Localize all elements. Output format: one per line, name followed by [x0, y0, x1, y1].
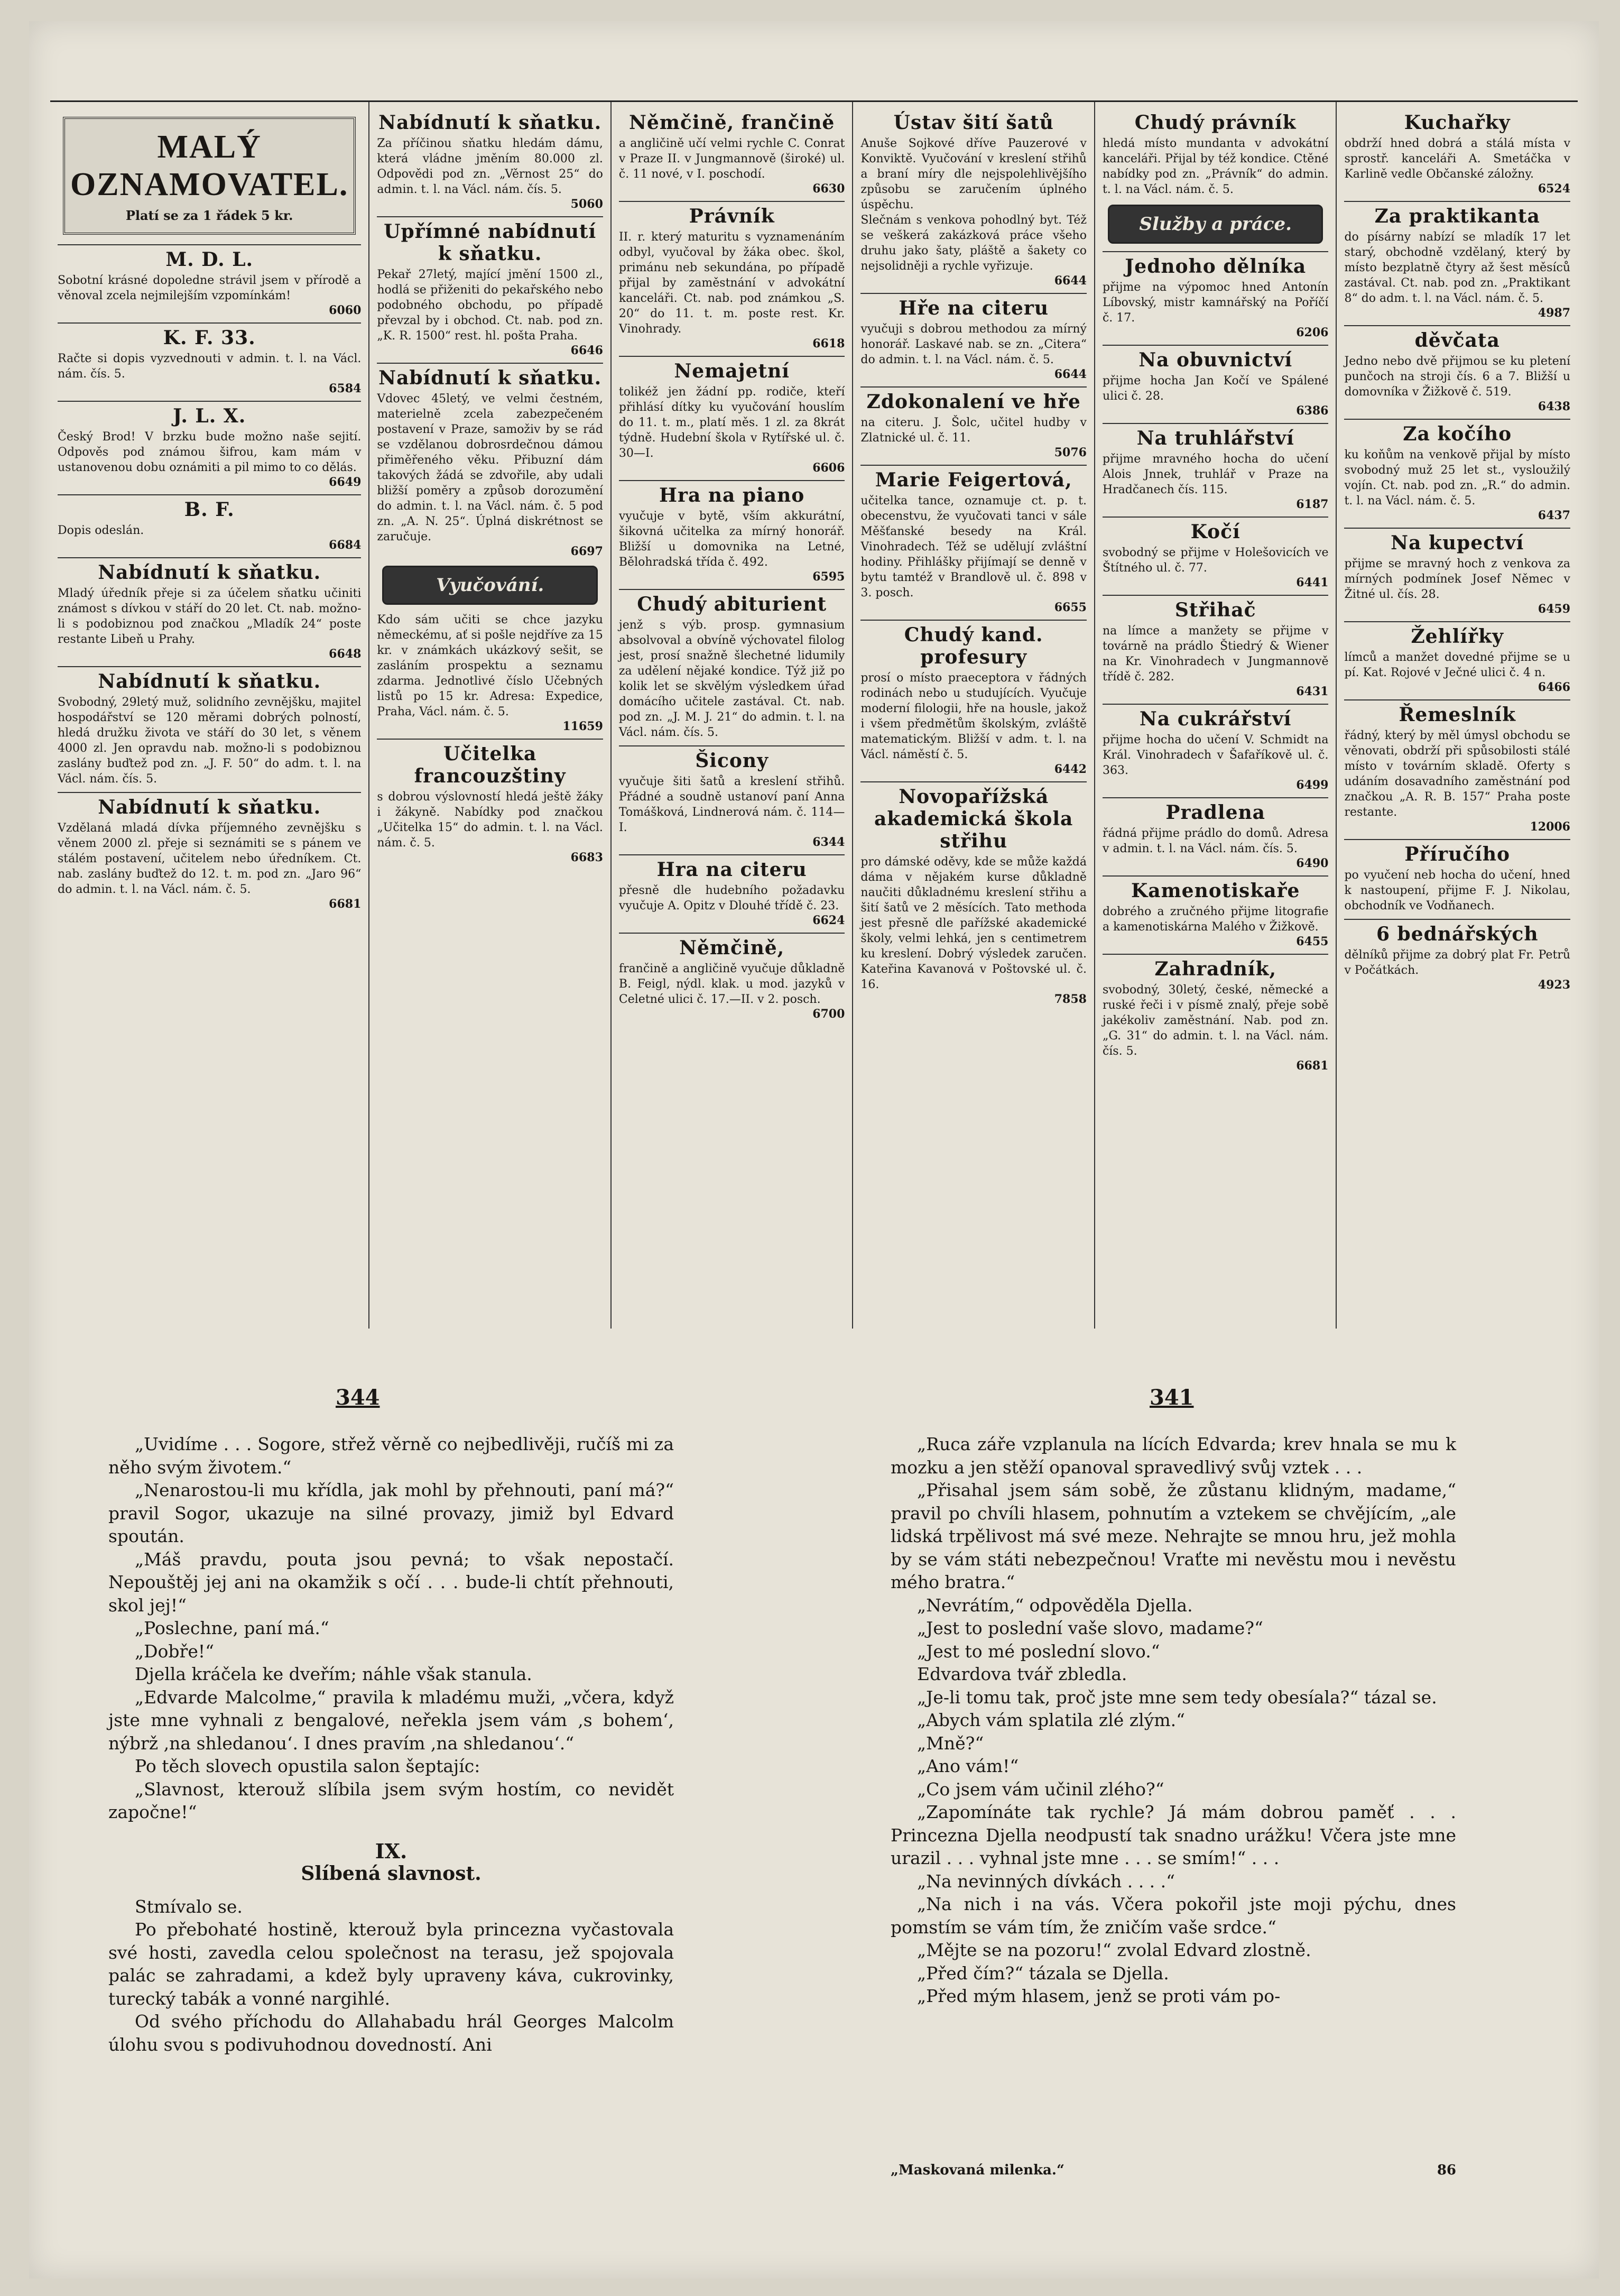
ad-body: s dobrou výslovností hledá ještě žáky i žákyně. Nabídky pod značkou „Učitelka 15“ do admin. t. l. na Václ. nám. č. 5.	[377, 790, 603, 850]
ad-body: hledá místo mundanta v advokátní kanceláři. Přijal by též kondice. Ctěné nabídky pod zn. „Právník“ do admin. t. l. na Václ. nám. č. 5.	[1102, 137, 1329, 196]
ad-body: a angličině učí velmi rychle C. Conrat v Praze II. v Jungmannově (široké) ul. č. 11 nové, v I. poschodí.	[618, 137, 845, 181]
story-right-column	[891, 1433, 1456, 2152]
ad-number: 6644	[1054, 274, 1087, 288]
ad-number: 5060	[570, 197, 603, 211]
story-paragraph: „Jest to mé poslední slovo.“	[917, 1640, 1160, 1662]
ad-body: svobodný se přijme v Holešovicích ve Štítného ul. č. 77.	[1102, 546, 1329, 575]
classified-ad	[860, 781, 1087, 1006]
ad-body: frančině a angličině vyučuje důkladně B. Feigl, nýdl. klak. u mod. jazyků v Celetné ulici č. 17.—II. v 2. posch.	[618, 962, 845, 1006]
ad-number: 6618	[812, 337, 845, 351]
ad-number: 6431	[1296, 685, 1329, 698]
story-paragraph: „Na nevinných dívkách . . . .“	[917, 1870, 1175, 1892]
story-paragraph: „Ruca záře vzplanula na lících Edvarda; krev hnala se mu k mozku a jen stěží opanoval spravedlivý svůj vztek . . .	[891, 1434, 1456, 1478]
story-left-column	[108, 1433, 674, 2173]
ad-heading: Nabídnutí k sňatku.	[377, 363, 603, 389]
ad-body: do písárny nabízí se mladík 17 let starý, obchodně vzdělaný, který by místo bezplatně čtyry až šest měsíců zastával. Ct. nab. pod zn. „Praktikant 8“ do adm. t. l. na Václ. nám. č. 5.	[1344, 230, 1570, 305]
classified-ad	[1103, 112, 1329, 197]
ad-heading: 6 bednářských	[1344, 919, 1570, 945]
ad-column	[610, 102, 853, 1329]
story-paragraph: „Jest to poslední vaše slovo, madame?“	[917, 1618, 1263, 1638]
ad-number: 6646	[570, 344, 603, 357]
ad-heading: Němčině, frančině	[629, 112, 835, 134]
ad-number: 6455	[1296, 935, 1329, 948]
ad-number: 4987	[1538, 306, 1570, 320]
ad-body: svobodný, 30letý, české, německé a ruské řeči i v písmě znalý, přeje sobě jakékoliv zaměstnání. Nab. pod zn. „G. 31“ do admin. t. l. na Václ. nám. čís. 5.	[1102, 983, 1329, 1058]
ad-column	[50, 102, 368, 1329]
ad-heading: Za praktikanta	[1344, 201, 1570, 227]
classified-ad	[619, 854, 845, 927]
classified-ad	[619, 480, 845, 584]
classified-ad	[1344, 325, 1570, 413]
ad-body: dobrého a zručného přijme litografie a kamenotiskárna Malého v Žižkově.	[1102, 905, 1329, 934]
ad-number: 6606	[812, 461, 845, 475]
ad-heading: Právník	[619, 201, 845, 227]
ad-body: Vdovec 45letý, ve velmi čestném, materielně zcela zabezpečeném postavení v Praze, samoživ by se rád se vzdělanou dobrosrdečnou dámou přiměřeného věku. Přibuzní dám takových žádá se zdvořile, aby udali bližší poměry a způsob dorozumění do admin. t. l. na Václ. nám. č. 5 pod zn. „A. N. 25“. Úplná diskrétnost se zaručuje.	[377, 392, 603, 543]
classified-ad	[58, 666, 361, 787]
story-paragraph: Po přebohaté hostině, kterouž byla princezna vyčastovala své hosti, zavedla celou společnost na terasu, jež spojovala palác se zahradami, a kdež byly upraveny káva, cukrovinky, turecký tabák a vonné nargihlé.	[108, 1919, 674, 2009]
ad-body: Vzdělaná mladá dívka příjemného zevnějšku s věnem 2000 zl. přeje si seznámiti se s pánem ve stálém postavení, učitelem nebo úředníkem. Ct. nab. zaslány buďtež do 12. t. m. pod zn. „Jaro 96“ do admin. t. l. na Václ. nám. č. 5.	[58, 822, 362, 896]
ad-body: Dopis odeslán.	[58, 524, 144, 537]
ad-body: Jedno nebo dvě přijmou se ku pletení punčoch na stroji čís. 6 a 7. Bližší u domovníka v Žižkově č. 519.	[1344, 355, 1570, 399]
ad-body: Za příčinou sňatku hledám dámu, která vládne jměním 80.000 zl. Odpovědi pod zn. „Věrnost 25“ do admin. t. l. na Václ. nám. čís. 5.	[377, 137, 603, 196]
story-paragraph: „Abych vám splatila zlé zlým.“	[917, 1710, 1186, 1730]
ad-number: 6466	[1538, 680, 1570, 694]
ad-number: 6441	[1296, 576, 1329, 589]
ad-body: Pekař 27letý, mající jmění 1500 zl., hodlá se přiženiti do pekařského nebo podobného obchodu, po případě převzal by i obchod. Ct. nab. pod zn. „K. R. 1500“ rest. hl. pošta Praha.	[377, 268, 603, 343]
classified-ad	[1344, 919, 1570, 992]
masthead-title: MALÝ OZNAMOVATEL.	[70, 129, 349, 202]
ad-heading: Šicony	[619, 745, 845, 772]
ad-number: 11659	[562, 720, 603, 733]
ad-number: 6681	[1296, 1059, 1329, 1073]
classified-ad	[619, 201, 845, 351]
ad-number: 6644	[1054, 367, 1087, 381]
ad-body: přijme se mravný hoch z venkova za mírných podmínek Josef Němec v Žitné ul. čís. 28.	[1344, 557, 1570, 601]
ad-number: 4923	[1538, 978, 1570, 992]
ad-body: prosí o místo praeceptora v řádných rodinách nebo u studujících. Vyučuje moderní filologii, hře na housle, jakož i všem předmětům školským, zvláště matematickým. Bližší v adm. t. l. na Václ. náměstí č. 5.	[860, 671, 1087, 761]
ad-body: Kdo sám učiti se chce jazyku německému, ať si pošle nejdříve za 15 kr. v známkách ukázkový sešit, se zasláním prospektu a seznamu zdarma. Jednotlivé číslo Učebných listů po 15 kr. Adresa: Expedice, Praha, Václ. nám. č. 5.	[377, 613, 603, 718]
ad-heading: Nemajetní	[619, 356, 845, 382]
classified-ad	[1103, 797, 1329, 870]
classified-ad	[58, 557, 361, 661]
ad-body: vyučuje v bytě, vším akkurátní, šikovná učitelka za mírný honorář. Bližší u domovnika na Letné, Bělohradská třída č. 492.	[618, 510, 845, 569]
ad-body: Anuše Sojkové dříve Pauzerové v Konviktě. Vyučování v kreslení střihů a braní míry dle nejspolehlivějšího způsobu se zaručením úplného úspěchu.	[860, 137, 1087, 211]
ad-number: 6499	[1296, 778, 1329, 792]
ad-body: vyučuji s dobrou methodou za mírný honorář. Laskavé nab. se zn. „Citera“ do admin. t. l. na Václ. nám. č. 5.	[860, 322, 1087, 366]
ad-heading: Kuchařky	[1404, 112, 1511, 134]
ad-heading: Učitelka francouzštiny	[377, 739, 603, 787]
ad-number: 6459	[1538, 602, 1570, 616]
ad-number: 6655	[1054, 601, 1087, 614]
ad-body: Mladý úředník přeje si za účelem sňatku učiniti známost s dívkou v stáří do 20 let. Ct. nab. možno-li s podobiznou pod značkou „Mladík 24“ poste restante Libeň u Prahy.	[58, 587, 362, 646]
ad-body: dělníků přijme za dobrý plat Fr. Petrů v Počátkách.	[1344, 948, 1570, 977]
classified-ad	[1344, 528, 1570, 616]
ad-heading: Chudý právník	[1134, 112, 1297, 134]
ad-number: 6060	[329, 303, 362, 317]
ad-body: vyučuje šiti šatů a kreslení střihů. Přádné a soudně ustanoví paní Anna Tomášková, Lindnerová nám. č. 114—I.	[618, 775, 845, 834]
ad-heading: M. D. L.	[58, 244, 361, 271]
ad-number: 6681	[329, 897, 362, 911]
ad-number: 6630	[812, 182, 845, 196]
ad-heading: Marie Feigertová,	[860, 465, 1087, 491]
ad-heading: Kočí	[1103, 517, 1329, 543]
story-paragraph: „Nenarostou-li mu křídla, jak mohl by přehnouti, paní má?“ pravil Sogor, ukazuje na silné provazy, jimiž byl Edvard spoután.	[108, 1480, 674, 1546]
classified-ad	[58, 244, 361, 317]
ad-heading: Novopařížská akademická škola střihu	[860, 781, 1087, 852]
ad-body: přesně dle hudebního požadavku vyučuje A. Opitz v Dlouhé třídě č. 23.	[618, 884, 845, 912]
chapter-title: Slíbená slavnost.	[301, 1862, 482, 1885]
ad-number: 6442	[1054, 762, 1087, 776]
ad-body: řádná přijme prádlo do domů. Adresa v admin. t. l. na Václ. nám. čís. 5.	[1102, 827, 1329, 855]
ad-number: 6697	[570, 545, 603, 558]
ad-body: přijme mravného hocha do učení Alois Jnnek, truhlář v Praze na Hradčanech čís. 115.	[1102, 453, 1329, 496]
classified-ad	[377, 739, 603, 864]
ad-column	[1336, 102, 1578, 1329]
ad-number: 6684	[329, 538, 362, 552]
classified-ad	[377, 612, 603, 733]
ad-heading: Žehlířky	[1344, 621, 1570, 648]
story-paragraph: „Co jsem vám učinil zlého?“	[917, 1778, 1164, 1800]
ad-column	[368, 102, 610, 1329]
ad-number: 6386	[1296, 404, 1329, 418]
classified-ad	[619, 356, 845, 475]
classified-ad	[860, 620, 1087, 776]
section-heading-box: Vyučování.	[382, 566, 598, 605]
story-paragraph: Od svého příchodu do Allahabadu hrál Georges Malcolm úlohu svou s podivuhodnou dovedností. Ani	[108, 2011, 674, 2055]
story-paragraph: Po těch slovech opustila salon šeptajíc:	[135, 1756, 480, 1776]
story-paragraph: „Poslechne, paní má.“	[135, 1618, 329, 1638]
ad-number: 6490	[1296, 856, 1329, 870]
classified-ad	[58, 792, 361, 911]
ad-body: ku koňům na venkově přijal by místo svobodný muž 25 let st., vysloužilý vojín. Ct. nab. pod zn. „R.“ do admin. t. l. na Václ. nám. č. 5.	[1344, 448, 1570, 508]
ad-heading: Hře na citeru	[860, 293, 1087, 319]
classified-ad	[1103, 704, 1329, 792]
ad-heading: B. F.	[58, 494, 361, 521]
ad-heading: Ústav šití šatů	[893, 112, 1054, 134]
ad-number: 6438	[1538, 400, 1570, 413]
story-paragraph: „Zapomínáte tak rychle? Já mám dobrou paměť . . . Princezna Djella neodpustí tak snadno urážku! Včera jste mne urazil . . . vyhnal jste mne . . . se smím!“ . . .	[891, 1802, 1456, 1868]
ad-heading: Hra na citeru	[619, 854, 845, 881]
ad-number: 7858	[1054, 992, 1087, 1006]
ad-body: řádný, který by měl úmysl obchodu se věnovati, obdrží při spůsobilosti stálé místo v továrním skladě. Oferty s udáním dosavadního zaměstnání pod značkou „A. R. B. 157“ Praha poste restante.	[1344, 729, 1570, 819]
classified-ad	[58, 401, 361, 489]
ad-heading: K. F. 33.	[58, 322, 361, 349]
ad-heading: Chudý abiturient	[619, 589, 845, 615]
chapter-number: IX.	[375, 1839, 408, 1863]
story-paragraph: „Je-li tomu tak, proč jste mne sem tedy obesíala?“ tázal se.	[917, 1686, 1437, 1708]
classified-ad	[377, 112, 603, 211]
ad-heading: Nabídnutí k sňatku.	[58, 557, 361, 584]
ad-heading: Na cukrářství	[1103, 704, 1329, 730]
ad-number: 6683	[570, 851, 603, 864]
ad-body: po vyučení neb hocha do učení, hned k nastoupení, přijme F. J. Nikolau, obchodník ve Vodňanech.	[1344, 869, 1570, 912]
ad-heading: Za kočího	[1344, 419, 1570, 445]
ad-heading: Příručího	[1344, 839, 1570, 865]
ad-heading: Střihač	[1103, 595, 1329, 621]
ad-number: 12006	[1530, 820, 1570, 834]
ad-body: jenž s výb. prosp. gymnasium absolvoval a obvíně výchovatel filolog jest, prosí snažně šlechetné lidumily za udělení nějaké kondice. Týž již po kolik let se skvělým výsledkem úřad domácího učitele zastával. Ct. nab. pod zn. „J. M. J. 21“ do admin. t. l. na Václ. nám. čís. 5.	[618, 619, 845, 739]
ad-heading: Nabídnutí k sňatku.	[378, 112, 602, 134]
ad-heading: Chudý kand. profesury	[860, 620, 1087, 668]
ad-body: II. r. který maturitu s vyznamenáním odbyl, vyučoval by žáka obec. škol, primánu neb sekundána, po případě přijal by zaměstnání v advokátní kanceláři. Ct. nab. pod známkou „S. 20“ do 11. t. m. poste rest. Kr. Vinohrady.	[618, 230, 845, 336]
ad-heading: Hra na piano	[619, 480, 845, 506]
ad-number: 6524	[1538, 182, 1570, 196]
ad-number: 6700	[812, 1007, 845, 1021]
classified-ad	[1103, 251, 1329, 339]
classified-ad	[1344, 621, 1570, 694]
story-paragraph: „Před čím?“ tázala se Djella.	[917, 1962, 1169, 1984]
page-number-left: 344	[336, 1385, 380, 1410]
ad-body: Český Brod! V brzku bude možno naše sejití. Odpověs pod známou šifrou, kam mám v ustanovenou dobu oznámiti a pil mimo to co dělás.	[58, 430, 362, 474]
classified-ad	[619, 112, 845, 196]
ad-number: 6648	[329, 647, 362, 661]
page-number-right: 341	[1150, 1385, 1194, 1410]
footer-title: „Maskovaná milenka.“	[891, 2162, 1064, 2178]
classified-ad	[377, 363, 603, 558]
ad-heading: Němčině,	[619, 933, 845, 959]
story-paragraph: Edvardova tvář zbledla.	[917, 1664, 1127, 1684]
classified-ad	[1103, 875, 1329, 948]
ad-body: přijme na výpomoc hned Antonín Líbovský, mistr kamnářský na Poříčí č. 17.	[1102, 281, 1329, 325]
masthead	[63, 117, 356, 235]
classified-ads-section	[50, 100, 1578, 1329]
classified-ad	[58, 494, 361, 552]
ad-number: 6584	[329, 382, 362, 395]
ad-heading: Zahradník,	[1103, 954, 1329, 980]
classified-ad	[860, 465, 1087, 614]
classified-ad	[377, 216, 603, 357]
ad-body: tolikéž jen žádní pp. rodiče, kteří přihlásí dítky ku vyučování houslím do 11. t. m., platí měs. 1 zl. za 8krát týdně. Hudební škola v Rytířské ul. č. 30—I.	[618, 385, 845, 460]
classified-ad	[1103, 423, 1329, 511]
ad-body: Račte si dopis vyzvednouti v admin. t. l. na Václ. nám. čís. 5.	[58, 352, 362, 381]
story-paragraph: „Ano vám!“	[917, 1756, 1019, 1776]
classified-ad	[1103, 517, 1329, 589]
story-paragraph: „Mně?“	[917, 1732, 984, 1754]
classified-ad	[1103, 954, 1329, 1073]
ad-number: 6187	[1296, 497, 1329, 511]
ad-heading: Řemeslník	[1344, 699, 1570, 726]
classified-ad	[860, 293, 1087, 381]
ad-heading: Kamenotiskaře	[1103, 875, 1329, 902]
ad-body: přijme hocha Jan Kočí ve Spálené ulici č. 28.	[1102, 374, 1329, 403]
section-heading-box: Služby a práce.	[1108, 205, 1323, 244]
classified-ad	[860, 386, 1087, 459]
ad-heading: J. L. X.	[58, 401, 361, 427]
story-paragraph: „Nevrátím,“ odpověděla Djella.	[917, 1594, 1193, 1616]
story-paragraph: „Slavnost, kterouž slíbila jsem svým hostím, co nevidět započne!“	[108, 1778, 674, 1822]
story-paragraph: „Edvarde Malcolme,“ pravila k mladému muži, „včera, když jste mne vyhnali z bengalové, neřekla jsem vám ,s bohem‘, nýbrž ,na shledanou‘. I dnes pravím ,na shledanou‘.“	[108, 1686, 674, 1754]
story-paragraph: „Mějte se na pozoru!“ zvolal Edvard zlostně.	[917, 1940, 1311, 1960]
classified-ad	[860, 213, 1087, 288]
classified-ad	[1344, 201, 1570, 320]
classified-ad	[1344, 112, 1570, 196]
ad-body: Slečnám s venkova pohodlný byt. Též se veškerá zakázková práce všeho druhu jako šaty, pláště a šakety co nejsolidněji a rychle vyřizuje.	[860, 214, 1087, 273]
ad-heading: Pradlena	[1103, 797, 1329, 824]
ad-number: 6649	[329, 475, 362, 489]
story-paragraph: „Na nich i na vás. Včera pokořil jste moji pýchu, dnes pomstím se vám tím, že zničím vaše srdce.“	[891, 1894, 1456, 1938]
classified-ad	[1103, 345, 1329, 418]
story-paragraph: „Máš pravdu, pouta jsou pevná; to však nepostačí. Nepouštěj jej ani na okamžik s očí . . . bude-li chtít přehnouti, skol jej!“	[108, 1548, 674, 1616]
classified-ad	[1344, 419, 1570, 522]
ad-body: přijme hocha do učení V. Schmidt na Král. Vinohradech v Šafaříkově ul. č. 363.	[1102, 733, 1329, 777]
ad-heading: Na obuvnictví	[1103, 345, 1329, 371]
story-paragraph: „Dobře!“	[135, 1640, 214, 1662]
ad-heading: Upřímné nabídnutí k sňatku.	[377, 216, 603, 265]
ad-body: obdrží hned dobrá a stálá místa v sprostř. kanceláři A. Smetáčka v Karlině vedle Občanské záložny.	[1344, 137, 1570, 181]
ad-body: na citeru. J. Šolc, učitel hudby v Zlatnické ul. č. 11.	[860, 416, 1087, 445]
story-paragraph: „Uvidíme . . . Sogore, střež věrně co nejbedlivěji, ručíš mi za něho svým životem.“	[108, 1434, 674, 1478]
classified-ad	[619, 745, 845, 849]
classified-ad	[619, 933, 845, 1021]
ad-heading: Zdokonalení ve hře	[860, 386, 1087, 413]
ad-number: 6437	[1538, 509, 1570, 522]
footer-number: 86	[1437, 2162, 1456, 2178]
ad-body: límců a manžet dovedné přijme se u pí. Kat. Rojové v Ječné ulici č. 4 n.	[1344, 651, 1570, 679]
ad-number: 6624	[812, 914, 845, 927]
newspaper-page	[29, 21, 1599, 2279]
ad-number: 6344	[812, 835, 845, 849]
classified-ad	[619, 589, 845, 740]
ad-body: na límce a manžety se přijme v továrně na prádlo Štiedrý & Wiener na Kr. Vinohradech v Jungmannově třídě č. 282.	[1102, 624, 1329, 684]
ad-heading: děvčata	[1344, 325, 1570, 352]
classified-ad	[860, 112, 1087, 213]
ad-heading: Na truhlářství	[1103, 423, 1329, 449]
ad-body: pro dámské oděvy, kde se může každá dáma v nějakém kurse důkladně naučiti důkladnému kreslení střihu a šití šatů ve 2 měsících. Tato methoda jest přesně dle pařížské akademické školy, velmi lehká, jen s centimetrem ku kreslení. Dobrý výsledek zaručen. Kateřina Kavanová v Poštovské ul. č. 16.	[860, 855, 1087, 991]
story-footer	[891, 2162, 1456, 2178]
classified-ad	[58, 322, 361, 395]
ad-body: Sobotní krásné dopoledne strávil jsem v přírodě a věnoval zcela nejmilejším vzpomínkám!	[58, 274, 362, 302]
ad-number: 6206	[1296, 326, 1329, 339]
story-paragraph: Djella kráčela ke dveřím; náhle však stanula.	[135, 1664, 532, 1684]
ad-heading: Nabídnutí k sňatku.	[58, 792, 361, 818]
ad-heading: Nabídnutí k sňatku.	[58, 666, 361, 693]
ad-body: učitelka tance, oznamuje ct. p. t. obecenstvu, že vyučovati tanci v sále Měšťanské besedy na Král. Vinohradech. Též se udělují zvláštní hodiny. Přihlášky přijímají se denně v bytu tamtéž v Brandlově ul. č. 898 v 3. posch.	[860, 494, 1087, 600]
classified-ad	[1344, 699, 1570, 834]
ad-body: Svobodný, 29letý muž, solidního zevnějšku, majitel hospodářství se 120 měrami dobrých polností, hledá družku života ve stáří do 30 let, s věnem 4000 zl. Jen opravdu nab. možno-li s podobiznou zaslány buďtež pod zn. „J. F. 50“ do adm. t. l. na Václ. nám. čís. 5.	[58, 696, 362, 786]
masthead-subtitle: Platí se za 1 řádek 5 kr.	[125, 208, 293, 223]
ad-heading: Jednoho dělníka	[1103, 251, 1329, 278]
ad-column	[1094, 102, 1336, 1329]
story-paragraph: „Přisahal jsem sám sobě, že zůstanu klidným, madame,“ pravil po chvíli hlasem, pohnutím a vztekem se chvějícím, „ale lidská trpělivost má své meze. Nehrajte se mnou hru, jež mohla by se vám státi nebezpečnou! Vraťte mi nevěstu mou i nevěstu mého bratra.“	[891, 1480, 1456, 1592]
story-paragraph: Stmívalo se.	[135, 1896, 243, 1917]
ad-column	[852, 102, 1094, 1329]
ad-heading: Na kupectví	[1344, 528, 1570, 554]
classified-ad	[1344, 839, 1570, 914]
ad-number: 5076	[1054, 446, 1087, 459]
ad-number: 6595	[812, 570, 845, 584]
story-paragraph: „Před mým hlasem, jenž se proti vám po-	[917, 1986, 1281, 2006]
classified-ad	[1103, 595, 1329, 698]
